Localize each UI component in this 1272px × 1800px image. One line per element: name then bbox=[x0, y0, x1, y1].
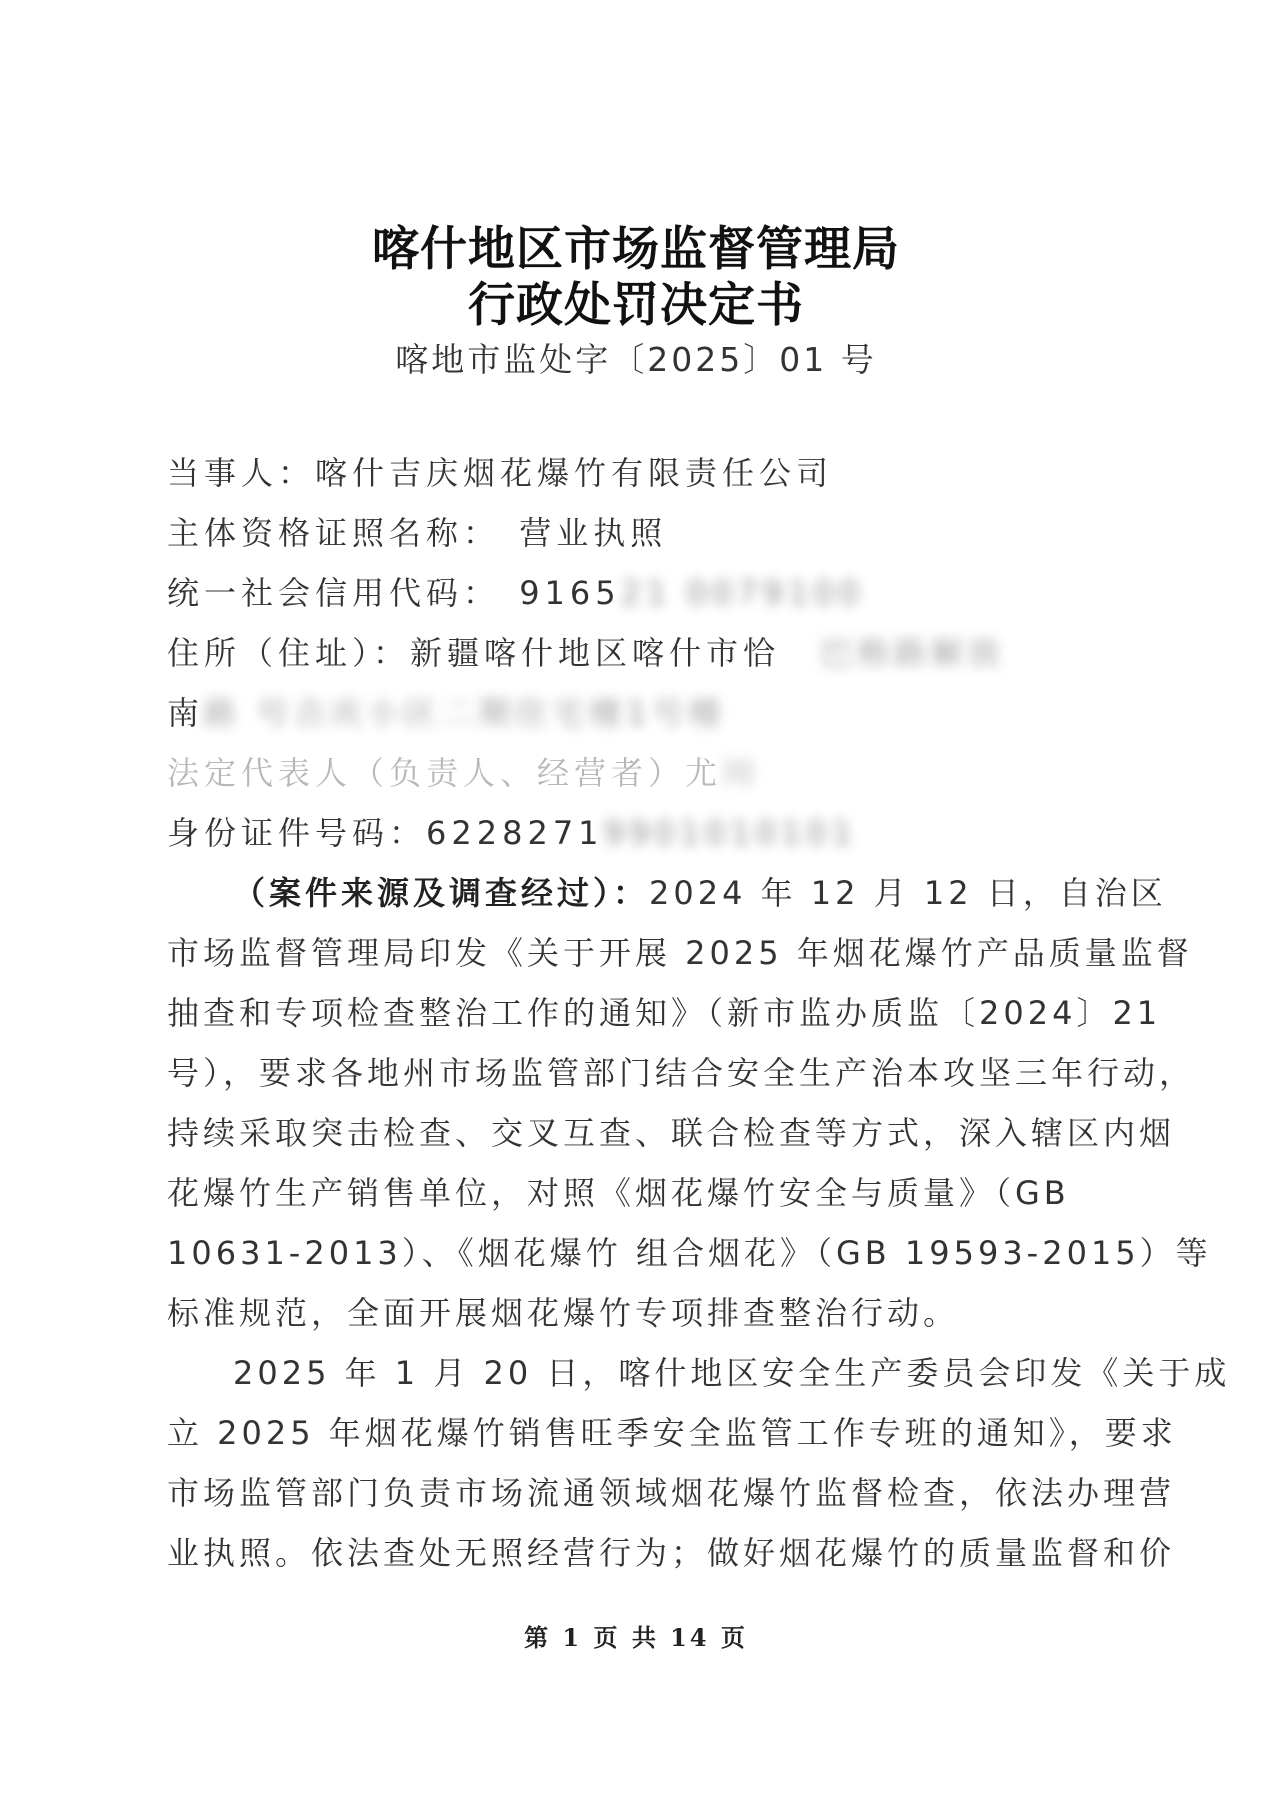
paragraph-1-line-6: 花爆竹生产销售单位，对照《烟花爆竹安全与质量》（GB bbox=[167, 1174, 1070, 1212]
paragraph-1-line-8: 标准规范，全面开展烟花爆竹专项排查整治行动。 bbox=[167, 1294, 960, 1332]
address-row-2 bbox=[167, 688, 726, 734]
paragraph-1-line-2: 市场监督管理局印发《关于开展 2025 年烟花爆竹产品质量监督 bbox=[167, 934, 1193, 972]
address-line2-visible: 南 bbox=[167, 694, 205, 732]
address-row bbox=[167, 628, 1005, 674]
paragraph-1-line-7: 10631-2013）、《烟花爆竹 组合烟花》（GB 19593-2015）等 bbox=[167, 1234, 1212, 1272]
paragraph-2-line-4: 业执照。依法查处无照经营行为；做好烟花爆竹的质量监督和价 bbox=[167, 1534, 1176, 1572]
credit-code-value: 9165 bbox=[519, 574, 621, 612]
document-number: 喀地市监处字〔2025〕01 号 bbox=[395, 340, 877, 379]
document-title-line1: 喀什地区市场监督管理局 bbox=[372, 222, 900, 277]
paragraph-2-line-3: 市场监管部门负责市场流通领域烟花爆竹监督检查，依法办理营 bbox=[167, 1474, 1176, 1512]
license-row bbox=[167, 508, 667, 554]
document-title-line2: 行政处罚决定书 bbox=[468, 278, 804, 333]
case-source-heading: （案件来源及调查经过）： bbox=[233, 874, 650, 912]
address-line2-redacted: 路 号吉庆小区二期住宅楼1号楼 bbox=[204, 694, 726, 732]
paragraph-1-line-5: 持续采取突击检查、交叉互查、联合检查等方式，深入辖区内烟 bbox=[167, 1114, 1176, 1152]
address-label: 住所（住址）： bbox=[167, 634, 411, 672]
address-redacted-tail: 巴格路解放 bbox=[820, 634, 1006, 672]
license-value: 营业执照 bbox=[519, 514, 668, 552]
party-value: 喀什吉庆烟花爆竹有限责任公司 bbox=[315, 454, 834, 492]
paragraph-1-line-1 bbox=[167, 868, 1167, 914]
paragraph-2-line-1: 2025 年 1 月 20 日，喀什地区安全生产委员会印发《关于成 bbox=[233, 1354, 1231, 1392]
id-label: 身份证件号码： bbox=[167, 814, 427, 852]
credit-code-row bbox=[167, 568, 864, 614]
page-number: 第 1 页 共 14 页 bbox=[524, 1623, 748, 1652]
paragraph-2-line-2: 立 2025 年烟花爆竹销售旺季安全监管工作专班的通知》，要求 bbox=[167, 1414, 1177, 1452]
paragraph-1-line-4: 号），要求各地州市场监管部门结合安全生产治本攻坚三年行动， bbox=[167, 1054, 1196, 1092]
legal-rep-text: 法定代表人（负责人、经营者）尤 bbox=[167, 754, 723, 792]
party-label: 当事人： bbox=[167, 454, 316, 492]
paragraph-1-text: 2024 年 12 月 12 日，自治区 bbox=[649, 874, 1167, 912]
credit-code-redacted: 21 0079100 bbox=[620, 574, 865, 612]
id-redacted: 9901010101 bbox=[603, 814, 858, 852]
paragraph-1-line-3: 抽查和专项检查整治工作的通知》（新市监办质监〔2024〕21 bbox=[167, 994, 1162, 1032]
address-value: 新疆喀什地区喀什市恰 bbox=[410, 634, 781, 672]
license-label: 主体资格证照名称： bbox=[167, 514, 501, 552]
id-value: 6228271 bbox=[426, 814, 604, 852]
party-row bbox=[167, 448, 833, 494]
legal-rep-row bbox=[167, 748, 759, 794]
id-number-row bbox=[167, 808, 857, 854]
credit-code-label: 统一社会信用代码： bbox=[167, 574, 501, 612]
legal-rep-redacted: 川 bbox=[722, 754, 760, 792]
